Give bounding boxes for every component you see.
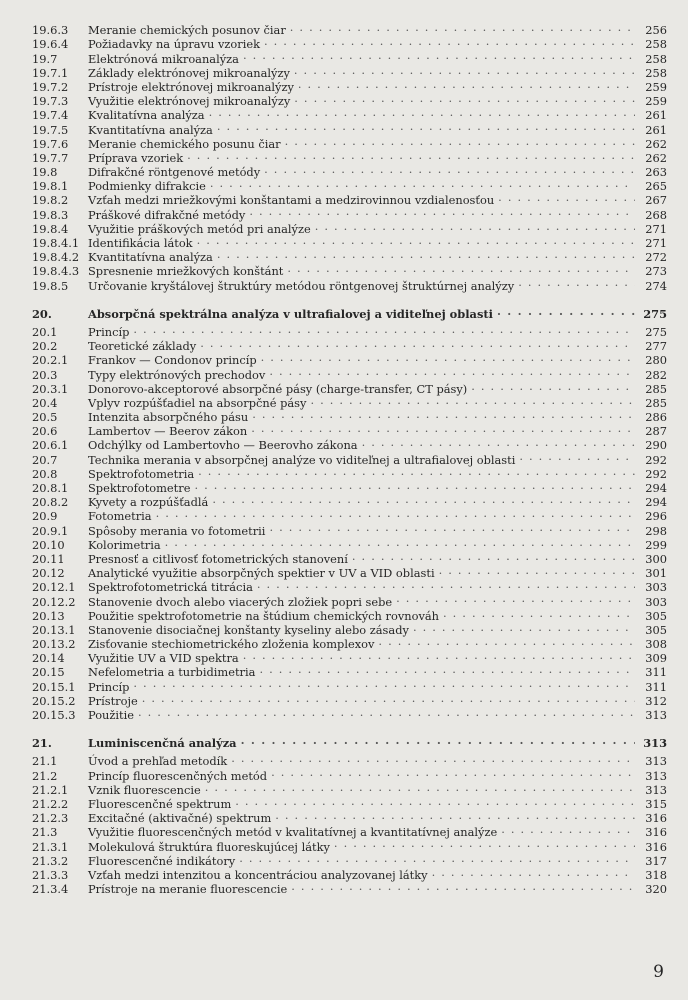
section-number: 20.4	[32, 395, 58, 410]
section-page: 313	[645, 768, 667, 783]
section-number: 20.8.1	[32, 481, 69, 495]
section-page: 313	[645, 782, 667, 797]
section-number: 19.7.5	[32, 122, 69, 137]
section-page: 258	[645, 51, 667, 66]
section-page: 300	[645, 551, 667, 566]
section-number: 20.13.2	[32, 637, 76, 652]
section-page: 285	[645, 395, 667, 410]
section-page: 290	[645, 438, 667, 453]
section-title: Meranie chemického posunu čiar	[88, 136, 281, 151]
section-number: 21.2	[32, 768, 58, 783]
section-number: 20.8	[32, 466, 58, 481]
section-number: 19.8.4.1	[32, 236, 80, 250]
section-number: 19.7.3	[32, 94, 69, 109]
section-number: 20.15.1	[32, 679, 76, 694]
section-title: Excitačné (aktivačné) spektrum	[88, 811, 272, 826]
section-number: 21.1	[32, 754, 58, 769]
section-title: Základy elektrónovej mikroanalýzy	[88, 65, 290, 80]
dot-leader	[142, 691, 635, 705]
section-number: 20.15.3	[32, 708, 76, 722]
section-title: Nefelometria a turbidimetria	[88, 665, 256, 680]
section-page: 287	[645, 424, 667, 439]
section-page: 261	[645, 108, 667, 123]
section-title: Donorovo-akceptorové absorpčné pásy (charge-transfer, CT pásy)	[88, 381, 468, 396]
section-page: 282	[645, 367, 667, 382]
dot-leader	[251, 421, 635, 435]
dot-leader	[194, 478, 635, 492]
section-number: 20.13	[32, 608, 65, 623]
section-number: 19.6.4	[32, 37, 69, 52]
dot-leader	[315, 219, 635, 233]
section-title: Meranie chemických posunov čiar	[88, 23, 286, 38]
section-number: 20.3.1	[32, 381, 69, 396]
section-title: Požiadavky na úpravu vzoriek	[88, 37, 260, 52]
section-title: Fotometria	[88, 509, 152, 524]
dot-leader	[165, 535, 635, 549]
dot-leader	[501, 822, 635, 836]
section-title: Princíp	[88, 679, 130, 694]
section-title: Difrakčné röntgenové metódy	[88, 165, 261, 180]
section-number: 21.3	[32, 825, 58, 840]
section-title: Práškové difrakčné metódy	[88, 207, 246, 222]
dot-leader	[133, 676, 635, 690]
section-number: 20.12.1	[32, 580, 76, 595]
dot-leader	[212, 492, 635, 506]
dot-leader	[200, 336, 635, 350]
dot-leader	[249, 204, 635, 218]
section-title: Princíp	[88, 324, 130, 339]
dot-leader	[264, 162, 635, 176]
section-title: Využitie elektrónovej mikroanalýzy	[88, 94, 291, 109]
section-number: 20.2	[32, 339, 58, 354]
dot-leader	[294, 91, 635, 105]
dot-leader	[310, 393, 635, 407]
section-page: 313	[643, 736, 667, 751]
section-page: 301	[645, 566, 667, 581]
section-page: 262	[645, 150, 667, 165]
section-title: Zisťovanie stechiometrického zloženia komplexov	[88, 637, 375, 652]
section-title: Elektrónová mikroanalýza	[88, 51, 239, 66]
section-number: 19.8	[32, 165, 58, 180]
section-number: 20.12	[32, 566, 65, 581]
section-page: 275	[643, 306, 667, 321]
dot-leader	[252, 407, 635, 421]
dot-leader	[294, 63, 635, 77]
section-page: 258	[645, 37, 667, 52]
section-number: 19.7.6	[32, 136, 69, 151]
section-page: 320	[645, 882, 667, 897]
section-page: 296	[645, 509, 667, 524]
section-page: 305	[645, 622, 667, 637]
dot-leader	[259, 662, 635, 676]
section-number: 21.3.4	[32, 882, 69, 897]
section-title: Intenzita absorpčného pásu	[88, 410, 249, 425]
section-number: 19.8.3	[32, 207, 69, 222]
dot-leader	[275, 808, 635, 822]
dot-leader	[413, 620, 635, 634]
section-number: 20.6	[32, 424, 58, 439]
section-title: Technika merania v absorpčnej analýze vo viditeľnej a ultrafialovej oblasti	[88, 452, 516, 467]
toc-row[interactable]	[32, 751, 667, 769]
dot-leader	[264, 34, 635, 48]
section-title: Typy elektrónových prechodov	[88, 367, 266, 382]
section-number: 19.8.1	[32, 179, 69, 194]
dot-leader	[156, 506, 635, 520]
section-title: Spektrofotometria	[88, 466, 195, 481]
section-page: 285	[645, 381, 667, 396]
dot-leader	[439, 563, 635, 577]
section-page: 261	[645, 122, 667, 137]
section-title: Odchýlky od Lambertovho — Beerovho zákona	[88, 438, 358, 453]
section-title: Prístroje na meranie fluorescencie	[88, 882, 288, 897]
dot-leader	[133, 322, 635, 336]
section-number: 21.3.3	[32, 867, 69, 882]
dot-leader	[239, 851, 635, 865]
section-number: 20.7	[32, 452, 58, 467]
section-page: 259	[645, 94, 667, 109]
dot-leader	[235, 794, 635, 808]
section-page: 258	[645, 65, 667, 80]
section-page: 294	[645, 495, 667, 510]
section-page: 318	[645, 867, 667, 882]
section-title: Využitie práškových metód pri analýze	[88, 221, 311, 236]
section-number: 19.8.5	[32, 278, 69, 293]
section-page: 256	[645, 23, 667, 38]
section-title: Určovanie kryštálovej štruktúry metódou röntgenovej štruktúrnej analýzy	[88, 278, 515, 293]
section-page: 308	[645, 637, 667, 652]
section-title: Použitie	[88, 708, 135, 722]
section-number: 21.3.1	[32, 839, 69, 854]
section-number: 20.3	[32, 367, 58, 382]
section-number: 19.7.4	[32, 108, 69, 123]
section-title: Teoretické základy	[88, 339, 197, 354]
section-page: 298	[645, 523, 667, 538]
section-number: 20.15.2	[32, 693, 76, 708]
dot-leader	[298, 77, 635, 91]
dot-leader	[290, 20, 635, 34]
section-number: 20.8.2	[32, 495, 69, 510]
section-number: 19.7.1	[32, 65, 69, 80]
section-page: 303	[645, 594, 667, 609]
dot-leader	[209, 105, 635, 119]
section-number: 19.7.2	[32, 79, 69, 94]
section-title: Presnosť a citlivosť fotometrických stanovení	[88, 551, 348, 566]
table-of-contents	[32, 20, 667, 897]
section-page: 313	[645, 708, 667, 722]
section-title: Spektrofotometre	[88, 481, 191, 495]
section-title: Frankov — Condonov princíp	[88, 353, 257, 368]
dot-leader	[197, 233, 635, 247]
section-title: Využitie fluorescenčných metód v kvalitatívnej a kvantitatívnej analýze	[88, 825, 498, 840]
section-number: 21.	[32, 736, 52, 751]
dot-leader	[287, 261, 635, 275]
section-page: 316	[645, 825, 667, 840]
section-title: Fluorescenčné spektrum	[88, 796, 232, 811]
section-title: Spektrofotometrická titrácia	[88, 580, 253, 595]
dot-leader	[138, 705, 635, 719]
section-page: 271	[645, 221, 667, 236]
section-number: 20.9	[32, 509, 58, 524]
section-title: Využitie UV a VID spektra	[88, 651, 239, 666]
toc-row[interactable]	[32, 20, 667, 38]
dot-leader	[352, 549, 635, 563]
section-page: 286	[645, 410, 667, 425]
section-title: Prístroje	[88, 693, 138, 708]
section-number: 19.7.7	[32, 150, 69, 165]
section-number: 20.11	[32, 551, 65, 566]
dot-leader	[269, 364, 635, 378]
dot-leader	[217, 119, 635, 133]
dot-leader	[198, 464, 635, 478]
dot-leader	[291, 879, 635, 893]
section-page: 292	[645, 452, 667, 467]
section-number: 19.8.2	[32, 193, 69, 208]
section-page: 272	[645, 250, 667, 265]
section-title: Princíp fluorescenčných metód	[88, 768, 268, 783]
section-title: Vzťah medzi intenzitou a koncentráciou analyzovanej látky	[88, 867, 428, 882]
section-title: Kvalitatívna analýza	[88, 108, 205, 123]
section-title: Kvantitatívna analýza	[88, 250, 213, 265]
section-number: 20.6.1	[32, 438, 69, 453]
dot-leader	[271, 765, 635, 779]
dot-leader	[243, 48, 635, 62]
dot-leader	[210, 176, 635, 190]
section-title: Luminiscenčná analýza	[88, 736, 237, 751]
section-page: 262	[645, 136, 667, 151]
section-page: 303	[645, 580, 667, 595]
section-page: 315	[645, 796, 667, 811]
section-number: 19.8.4	[32, 221, 69, 236]
section-title: Fluorescenčné indikátory	[88, 853, 236, 868]
section-number: 20.13.1	[32, 622, 76, 637]
section-page: 311	[645, 665, 667, 680]
section-title: Stanovenie dvoch alebo viacerých zložiek popri sebe	[88, 594, 393, 609]
section-title: Úvod a prehľad metodík	[88, 754, 228, 769]
section-number: 20.5	[32, 410, 58, 425]
section-number: 20.12.2	[32, 594, 76, 609]
section-title: Prístroje elektrónovej mikroanalýzy	[88, 79, 294, 94]
section-number: 20.10	[32, 537, 65, 552]
section-page: 274	[645, 278, 667, 293]
section-page: 316	[645, 811, 667, 826]
section-number: 19.8.4.3	[32, 264, 80, 279]
section-page: 275	[645, 324, 667, 339]
dot-leader	[285, 134, 635, 148]
section-title: Stanovenie disociačnej konštanty kyseliny alebo zásady	[88, 622, 409, 637]
section-page: 277	[645, 339, 667, 354]
section-page: 292	[645, 466, 667, 481]
section-page: 309	[645, 651, 667, 666]
dot-leader	[497, 304, 635, 318]
toc-row[interactable]	[32, 322, 667, 339]
dot-leader	[378, 634, 635, 648]
section-page: 317	[645, 853, 667, 868]
section-number: 20.1	[32, 324, 58, 339]
section-number: 20.14	[32, 651, 65, 666]
section-title: Kolorimetria	[88, 537, 161, 552]
dot-leader	[217, 247, 635, 261]
dot-leader	[205, 780, 635, 794]
dot-leader	[519, 449, 635, 463]
dot-leader	[241, 733, 635, 747]
section-page: 273	[645, 264, 667, 279]
section-title: Podmienky difrakcie	[88, 179, 206, 194]
dot-leader	[334, 836, 635, 850]
section-number: 21.2.3	[32, 811, 69, 826]
dot-leader	[257, 577, 635, 591]
dot-leader	[261, 350, 635, 364]
dot-leader	[243, 648, 635, 662]
section-title: Identifikácia látok	[88, 236, 193, 250]
section-page: 259	[645, 79, 667, 94]
section-page: 312	[645, 693, 667, 708]
section-page: 263	[645, 165, 667, 180]
section-title: Vzťah medzi mriežkovými konštantami a medzirovinnou vzdialenosťou	[88, 193, 495, 208]
section-title: Lambertov — Beerov zákon	[88, 424, 248, 439]
section-title: Analytické využitie absorpčných spektier v UV a VID oblasti	[88, 566, 435, 581]
section-title: Použitie spektrofotometrie na štúdium chemických rovnováh	[88, 608, 440, 623]
dot-leader	[396, 591, 635, 605]
dot-leader	[443, 606, 635, 620]
section-page: 271	[645, 236, 667, 250]
section-page: 299	[645, 537, 667, 552]
dot-leader	[231, 751, 635, 765]
dot-leader	[432, 865, 635, 879]
section-number: 20.2.1	[32, 353, 69, 368]
section-page: 313	[645, 754, 667, 769]
section-page: 316	[645, 839, 667, 854]
section-title: Absorpčná spektrálna analýza v ultrafialovej a viditeľnej oblasti	[88, 306, 493, 321]
section-number: 20.	[32, 306, 52, 321]
section-title: Vznik fluorescencie	[88, 782, 201, 797]
section-page: 268	[645, 207, 667, 222]
section-number: 21.2.1	[32, 782, 69, 797]
section-number: 19.7	[32, 51, 58, 66]
section-title: Spôsoby merania vo fotometrii	[88, 523, 266, 538]
dot-leader	[269, 520, 635, 534]
section-number: 19.6.3	[32, 23, 69, 38]
toc-chapter-row[interactable]	[32, 304, 667, 321]
dot-leader	[362, 435, 635, 449]
section-page: 265	[645, 179, 667, 194]
section-number: 21.2.2	[32, 796, 69, 811]
section-title: Príprava vzoriek	[88, 150, 184, 165]
toc-chapter-row[interactable]	[32, 733, 667, 751]
section-title: Kvantitatívna analýza	[88, 122, 213, 137]
section-number: 21.3.2	[32, 853, 69, 868]
dot-leader	[471, 379, 635, 393]
section-title: Kyvety a rozpúšťadlá	[88, 495, 209, 510]
section-page: 305	[645, 608, 667, 623]
section-page: 267	[645, 193, 667, 208]
section-title: Molekulová štruktúra fluoreskujúcej látky	[88, 839, 330, 854]
section-title: Vplyv rozpúšťadiel na absorpčné pásy	[88, 395, 307, 410]
section-number: 20.9.1	[32, 523, 69, 538]
section-number: 19.8.4.2	[32, 250, 80, 265]
section-title: Spresnenie mriežkových konštánt	[88, 264, 284, 279]
page-number: 9	[653, 962, 664, 982]
section-page: 294	[645, 481, 667, 495]
section-number: 20.15	[32, 665, 65, 680]
dot-leader	[187, 148, 635, 162]
dot-leader	[518, 275, 635, 289]
section-page: 311	[645, 679, 667, 694]
section-page: 280	[645, 353, 667, 368]
dot-leader	[498, 190, 635, 204]
